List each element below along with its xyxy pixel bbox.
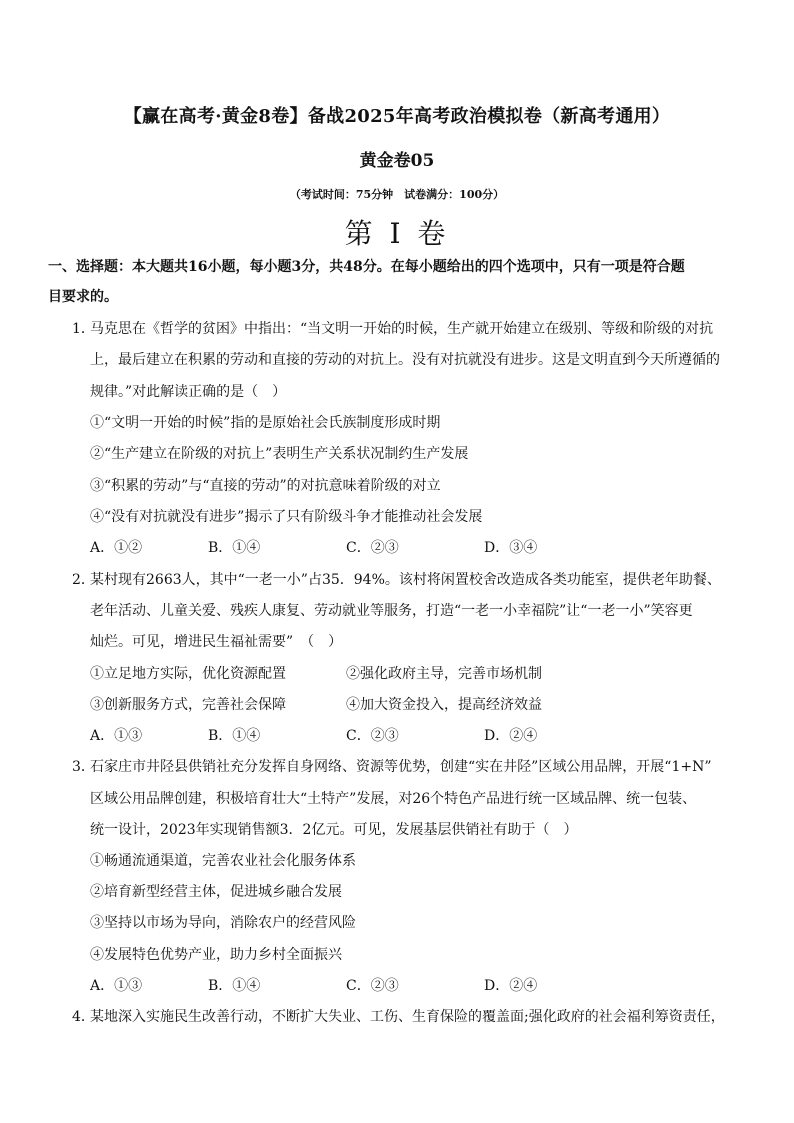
paper-name: 黄金卷05 [359, 151, 435, 171]
section-instruction-line-1: 一、选择题：本大题共16小题，每小题3分，共48分。在每小题给出的四个选项中，只有一项是符合题 [48, 259, 685, 275]
question-2-option-d[interactable]: D．②④ [484, 728, 538, 744]
question-1-stem-line-3: 规律。”对此解读正确的是（ ） [90, 384, 287, 400]
section-instruction-line-2: 目要求的。 [48, 289, 118, 305]
question-2-number: 2． [72, 572, 95, 588]
question-2-option-c[interactable]: C．②③ [346, 728, 399, 744]
question-1-statement-4: ④“没有对抗就没有进步”揭示了只有阶级斗争才能推动社会发展 [90, 509, 483, 525]
question-1-stem-line-2: 上，最后建立在积累的劳动和直接的劳动的对抗上。没有对抗就没有进步。这是文明直到今天所遵循的 [90, 352, 720, 368]
question-1-statement-2: ②“生产建立在阶级的对抗上”表明生产关系状况制约生产发展 [90, 446, 469, 462]
question-2-stem-line-3: 灿烂。可见，增进民生福祉需要” （ ） [90, 634, 343, 650]
question-3-option-a[interactable]: A．①③ [90, 978, 143, 994]
question-2-stem-line-1: 某村现有2663人，其中“一老一小”占35．94%。该村将闲置校舍改造成各类功能室，提供老年助餐、 [90, 572, 721, 588]
question-2-statement-4: ④加大资金投入，提高经济效益 [346, 697, 542, 713]
question-3-option-c[interactable]: C．②③ [346, 978, 399, 994]
question-3-option-d[interactable]: D．②④ [484, 978, 538, 994]
question-2-option-b[interactable]: B．①④ [208, 728, 261, 744]
question-3-statement-2: ②培育新型经营主体，促进城乡融合发展 [90, 884, 342, 900]
exam-info: （考试时间：75分钟 试卷满分：100分） [289, 188, 505, 201]
question-3-number: 3． [72, 759, 95, 775]
question-2-statement-3: ③创新服务方式，完善社会保障 [90, 697, 286, 713]
question-1-number: 1． [72, 321, 95, 337]
question-3-statement-3: ③坚持以市场为导向，消除农户的经营风险 [90, 915, 356, 931]
exam-main-title: 【赢在高考·黄金8卷】备战2025年高考政治模拟卷（新高考通用） [123, 106, 671, 127]
question-1-option-a[interactable]: A．①② [90, 540, 143, 556]
question-1-option-d[interactable]: D．③④ [484, 540, 538, 556]
question-1-option-b[interactable]: B．①④ [208, 540, 261, 556]
volume-heading: 第 I 卷 [344, 217, 450, 250]
question-3-stem-line-3: 统一设计，2023年实现销售额3．2亿元。可见，发展基层供销社有助于（ ） [90, 822, 578, 838]
question-1-option-c[interactable]: C．②③ [346, 540, 399, 556]
question-2-option-a[interactable]: A．①③ [90, 728, 143, 744]
question-1-statement-3: ③“积累的劳动”与“直接的劳动”的对抗意味着阶级的对立 [90, 478, 441, 494]
question-3-stem-line-2: 区域公用品牌创建，积极培育壮大“土特产”发展，对26个特色产品进行统一区域品牌、统一包装、 [90, 791, 697, 807]
question-3-option-b[interactable]: B．①④ [208, 978, 261, 994]
question-4-stem-line-1: 某地深入实施民生改善行动，不断扩大失业、工伤、生育保险的覆盖面;强化政府的社会福利筹资责任， [90, 1009, 725, 1025]
question-2-statement-1: ①立足地方实际，优化资源配置 [90, 666, 286, 682]
question-3-stem-line-1: 石家庄市井陉县供销社充分发挥自身网络、资源等优势，创建“实在井陉”区域公用品牌，开展“1+N” [90, 759, 712, 775]
question-1-statement-1: ①“文明一开始的时候”指的是原始社会氏族制度形成时期 [90, 415, 441, 431]
question-1-stem-line-1: 马克思在《哲学的贫困》中指出：“当文明一开始的时候，生产就开始建立在级别、等级和阶级的对抗 [90, 321, 714, 337]
question-3-statement-1: ①畅通流通渠道，完善农业社会化服务体系 [90, 853, 356, 869]
question-4-number: 4． [72, 1009, 95, 1025]
question-2-stem-line-2: 老年活动、儿童关爱、残疾人康复、劳动就业等服务，打造“一老一小幸福院”让“一老一小”笑容更 [90, 603, 693, 619]
question-2-statement-2: ②强化政府主导，完善市场机制 [346, 666, 542, 682]
question-3-statement-4: ④发展特色优势产业，助力乡村全面振兴 [90, 947, 342, 963]
